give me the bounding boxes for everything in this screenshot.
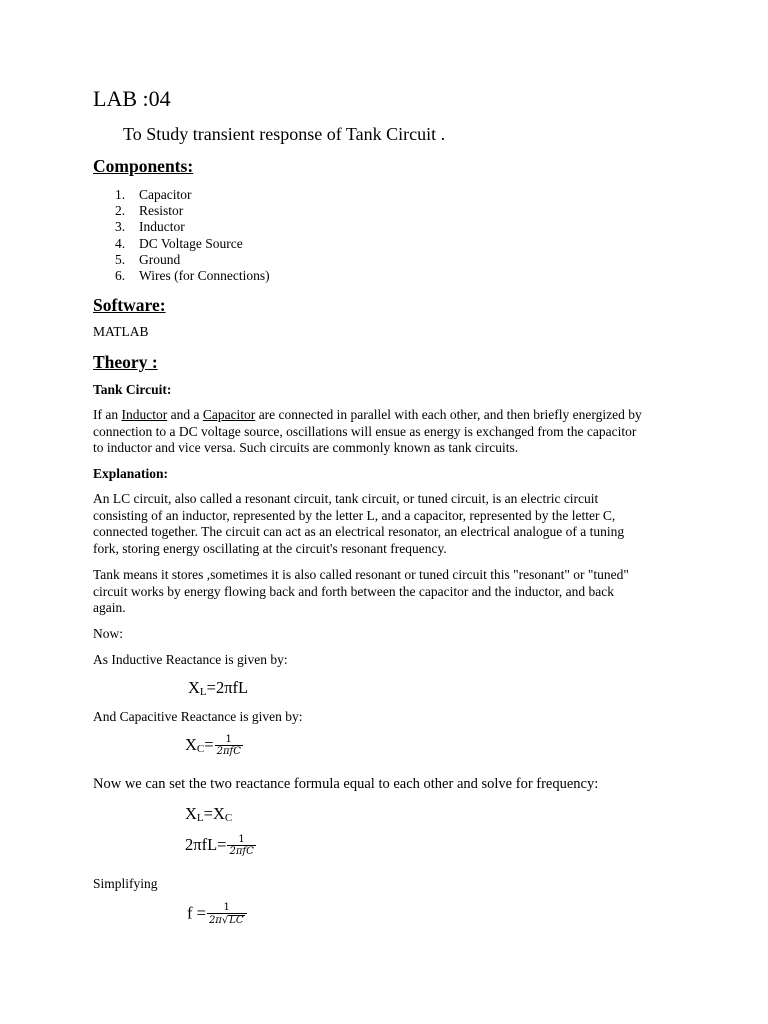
sqrt-symbol: √ bbox=[221, 915, 229, 926]
text-run: and a bbox=[167, 407, 203, 422]
explanation-line: connected together. The circuit can act as an electrical resonator, an electrical analogue of a tuning bbox=[93, 524, 625, 539]
capacitive-reactance-equation bbox=[185, 734, 243, 758]
fraction bbox=[207, 902, 247, 927]
list-number: 2. bbox=[115, 203, 126, 219]
resonant-frequency-equation bbox=[187, 902, 247, 927]
tank-means-line: circuit works by energy flowing back and forth between the capacitor and the inductor, and back bbox=[93, 583, 615, 599]
equal-intro: Now we can set the two reactance formula equal to each other and solve for frequency: bbox=[93, 776, 599, 792]
fraction-denominator: 2πfC bbox=[216, 746, 241, 757]
fraction bbox=[215, 734, 243, 758]
text-run: are connected in parallel with each other, and then briefly energized by bbox=[255, 407, 642, 422]
sqrt-radicand: LC bbox=[229, 915, 244, 926]
lab-title: LAB :04 bbox=[93, 86, 171, 111]
explanation-heading: Explanation: bbox=[93, 466, 169, 481]
fraction-numerator: 1 bbox=[223, 902, 230, 913]
list-label: Ground bbox=[139, 251, 181, 267]
eq-equals: = bbox=[204, 734, 214, 754]
eq-lhs: f = bbox=[187, 903, 206, 923]
eq-symbol: X bbox=[185, 804, 197, 823]
tank-paragraph-line: to inductor and vice versa. Such circuits are commonly known as tank circuits. bbox=[93, 440, 519, 455]
list-number: 1. bbox=[115, 187, 126, 202]
inductor-link[interactable]: Inductor bbox=[121, 407, 168, 422]
list-label: DC Voltage Source bbox=[139, 235, 243, 251]
tank-paragraph-line bbox=[93, 407, 642, 423]
eq-lhs: 2πfL= bbox=[185, 834, 227, 854]
eq-mid: =X bbox=[203, 804, 225, 823]
frequency-setup-equation bbox=[185, 834, 256, 858]
fraction bbox=[227, 834, 255, 858]
components-heading: Components: bbox=[93, 156, 194, 176]
eq-subscript: L bbox=[199, 686, 207, 698]
den-prefix: 2π bbox=[208, 915, 222, 926]
list-number: 6. bbox=[115, 267, 126, 283]
fraction-denominator bbox=[207, 914, 247, 927]
inductive-intro: As Inductive Reactance is given by: bbox=[93, 652, 288, 667]
fraction-denominator: 2πfC bbox=[229, 846, 254, 857]
reactance-equality-equation bbox=[185, 804, 232, 824]
list-label: Inductor bbox=[139, 219, 185, 235]
tank-circuit-heading: Tank Circuit: bbox=[93, 382, 172, 397]
explanation-line: consisting of an inductor, represented by the letter L, and a capacitor, represented by the letter C, bbox=[93, 507, 616, 523]
list-number: 3. bbox=[115, 219, 126, 235]
software-value: MATLAB bbox=[93, 324, 149, 339]
theory-heading: Theory : bbox=[93, 352, 158, 372]
eq-symbol: X bbox=[185, 734, 197, 754]
capacitor-link[interactable]: Capacitor bbox=[202, 407, 256, 422]
eq-subscript: C bbox=[196, 742, 205, 755]
now-label: Now: bbox=[93, 626, 123, 641]
explanation-line: fork, storing energy oscillating at the circuit's resonant frequency. bbox=[93, 540, 447, 556]
eq-symbol: X bbox=[188, 678, 200, 697]
list-label: Resistor bbox=[139, 203, 184, 219]
capacitive-intro: And Capacitive Reactance is given by: bbox=[93, 709, 303, 724]
simplifying-label: Simplifying bbox=[93, 876, 158, 891]
fraction-numerator: 1 bbox=[225, 734, 232, 745]
tank-means-line: again. bbox=[93, 600, 126, 615]
aim-statement: To Study transient response of Tank Circuit . bbox=[123, 124, 446, 144]
list-number: 5. bbox=[115, 251, 126, 267]
fraction-numerator: 1 bbox=[238, 834, 245, 845]
eq-rhs: =2πfL bbox=[206, 678, 249, 697]
explanation-line: An LC circuit, also called a resonant circuit, tank circuit, or tuned circuit, is an electric circuit bbox=[93, 491, 599, 506]
eq-subscript: L bbox=[196, 812, 204, 824]
eq-subscript: C bbox=[224, 812, 233, 824]
list-label: Capacitor bbox=[139, 187, 192, 202]
tank-paragraph-line: connection to a DC voltage source, oscillations will ensue as energy is exchanged from the capacitor bbox=[93, 423, 637, 439]
inductive-reactance-equation bbox=[188, 678, 248, 698]
text-run: If an bbox=[93, 407, 122, 422]
list-number: 4. bbox=[115, 235, 126, 251]
list-label: Wires (for Connections) bbox=[139, 267, 270, 283]
tank-means-line: Tank means it stores ,sometimes it is also called resonant or tuned circuit this "resonant" or "tuned" bbox=[93, 567, 629, 582]
software-heading: Software: bbox=[93, 295, 166, 315]
